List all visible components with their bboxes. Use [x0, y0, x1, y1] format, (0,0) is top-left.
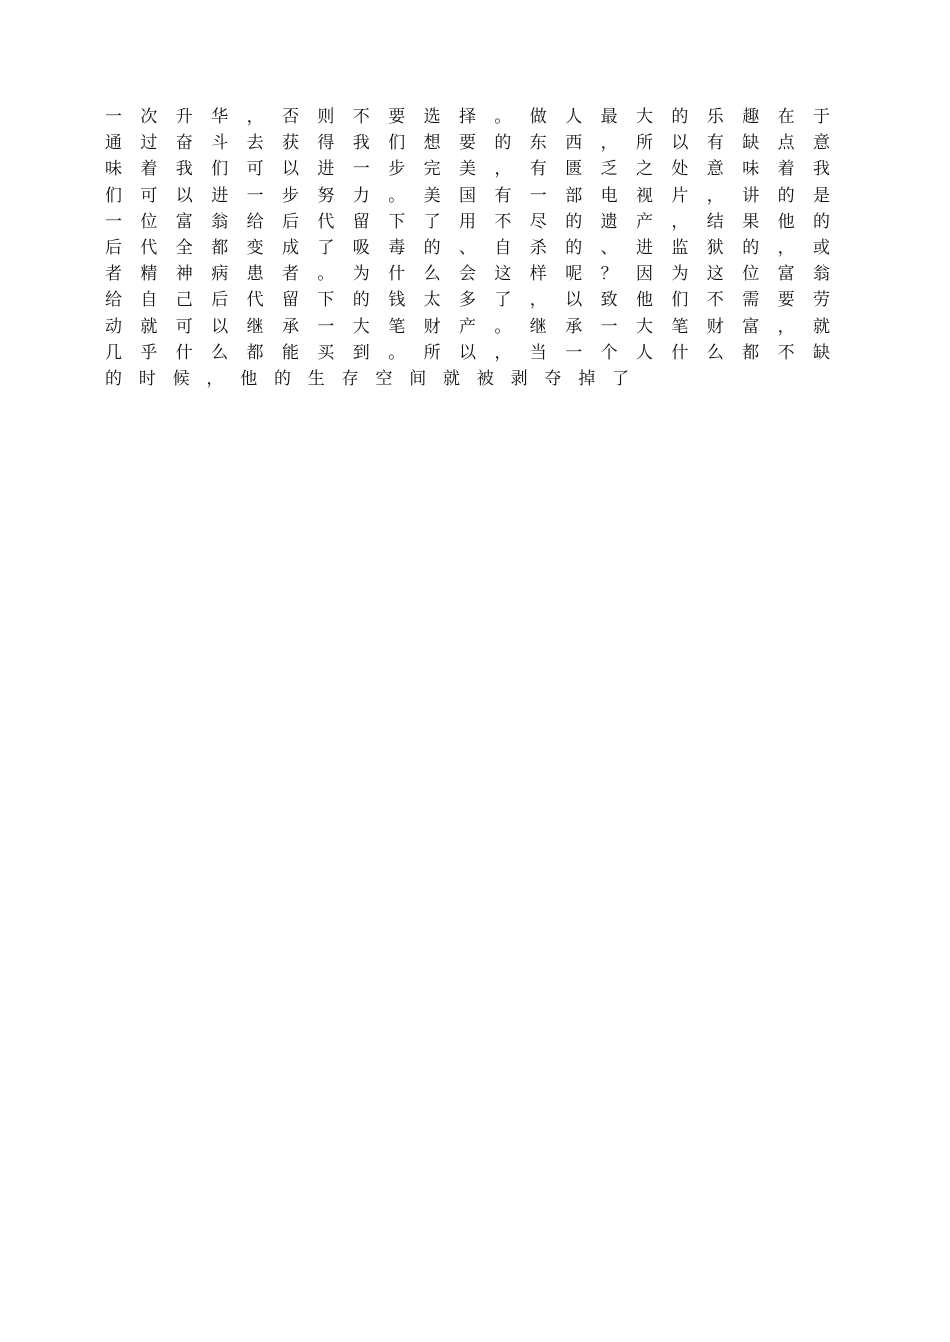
text-line-5: 一 位 富 翁 给 后 代 留 下 了 用 不 尽 的 遗 产 ， 结 果 他 的: [105, 211, 830, 232]
text-line-1: 一 次 升 华 ， 否 则 不 要 选 择 。 做 人 最 大 的 乐 趣 在 于: [105, 107, 830, 127]
text-line-6: 后 代 全 都 变 成 了 吸 毒 的 、 自 杀 的 、 进 监 狱 的 ， 或: [105, 237, 830, 258]
text-line-7: 者 精 神 病 患 者 。 为 什 么 会 这 样 呢 ？ 因 为 这 位 富 翁: [105, 264, 830, 285]
text-line-2: 通 过 奋 斗 去 获 得 我 们 想 要 的 东 西 ， 所 以 有 缺 点 意: [105, 133, 830, 154]
body-text: [105, 104, 830, 392]
text-line-3: 味 着 我 们 可 以 进 一 步 完 美 ， 有 匮 乏 之 处 意 味 着 我: [105, 159, 830, 180]
text-line-11: 的时候，他的生存空间就被剥夺掉了: [105, 368, 646, 389]
text-line-10: 几 乎 什 么 都 能 买 到 。 所 以 ， 当 一 个 人 什 么 都 不 缺: [105, 342, 830, 363]
text-line-8: 给 自 己 后 代 留 下 的 钱 太 多 了 ， 以 致 他 们 不 需 要 劳: [105, 290, 830, 311]
text-line-9: 动 就 可 以 继 承 一 大 笔 财 产 。 继 承 一 大 笔 财 富 ， 就: [105, 316, 830, 337]
text-line-4: 们 可 以 进 一 步 努 力 。 美 国 有 一 部 电 视 片 ， 讲 的 是: [105, 185, 830, 206]
